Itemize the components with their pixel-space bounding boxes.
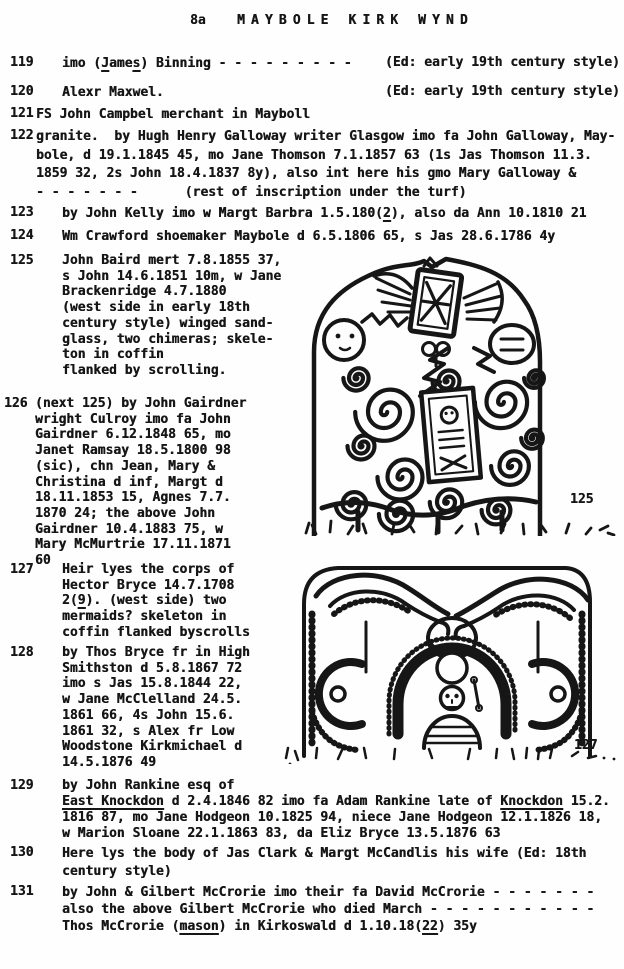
entry-text: granite. by Hugh Henry Galloway writer Glasgow imo fa John Galloway, May- bole, d 19.1.1845 45, mo Jane Thomson 7.1.1857 63 (1s Jas Thomson 11.3. 1859 32, 2s John 18.4.1837 8y), also int here his gmo Mary Galloway & - - - - - - - (rest of inscription under the turf)	[36, 129, 616, 200]
entry-text: Wm Crawford shoemaker Maybole d 6.5.1806 65, s Jas 28.6.1786 4y	[62, 229, 556, 244]
gravestone-127-drawing	[282, 552, 622, 764]
entry-number: 126	[4, 396, 28, 411]
entry-text: (next 125) by John Gairdner wright Culroy imo fa John Gairdner 6.12.1848 65, mo Janet Ramsay 18.5.1800 98 (sic), chn Jean, Mary & Christina d inf, Margt d 18.11.1853 15, Agnes 7.7. 1870 24; the above John Gairdner 10.4.1883 75, w Mary McMurtrie 17.11.1871 60	[35, 396, 247, 569]
figure-label-127: 127	[574, 738, 598, 753]
entry-number: 125	[10, 253, 34, 268]
entry-text: by Thos Bryce fr in High Smithston d 5.8.1867 72 imo s Jas 15.8.1844 22, w Jane McClelland 24.5. 1861 66, 4s John 15.6. 1861 32, s Alex fr Low Woodstone Kirkmichael d 14.5.1876 49	[62, 645, 250, 770]
entry-text: Here lys the body of Jas Clark & Margt McCandlis his wife (Ed: 18th century style)	[62, 846, 587, 879]
entry-text: imo (James) Binning - - - - - - - - -	[62, 56, 352, 71]
entry-text: by John & Gilbert McCrorie imo their fa David McCrorie - - - - - - - also the above Gilbert McCrorie who died March - - - - - - - - - - - Thos McCrorie (mason) in Kirkoswald d 1.10.18(22) 35y	[62, 885, 595, 934]
entry-number: 122	[10, 128, 34, 143]
entry-text: FS John Campbel merchant in Mayboll	[36, 107, 310, 122]
editor-note: (Ed: early 19th century style)	[385, 55, 620, 70]
entry-number: 129	[10, 778, 34, 793]
figure-label-125: 125	[570, 492, 594, 507]
entry-text: John Baird mert 7.8.1855 37, s John 14.6.1851 10m, w Jane Brackenridge 4.7.1880 (west side in early 18th century style) winged sand- glass, two chimeras; skele- ton in coffin flanked by scrolling.	[62, 253, 282, 378]
entry-text: Alexr Maxwel.	[62, 85, 164, 100]
entry-number: 121	[10, 106, 34, 121]
entry-text: Heir lyes the corps of Hector Bryce 14.7.1708 2(9). (west side) two mermaids? skeleton in coffin flanked byscrolls	[62, 562, 250, 640]
entry-number: 131	[10, 884, 34, 899]
entry-number: 123	[10, 205, 34, 220]
entry-number: 124	[10, 228, 34, 243]
page-number: 8a	[190, 13, 206, 28]
page-title: MAYBOLE KIRK WYND	[237, 13, 474, 28]
entry-text: by John Rankine esq of East Knockdon d 2.4.1846 82 imo fa Adam Rankine late of Knockdon 15.2. 1816 87, mo Jane Hodgeon 10.1825 94, niece Jane Hodgeon 12.1.1826 18, w Marion Sloane 22.1.1863 83, da Eliz Bryce 13.5.1876 63	[62, 778, 610, 841]
entry-number: 130	[10, 845, 34, 860]
entry-number: 128	[10, 645, 34, 660]
entry-number: 120	[10, 84, 34, 99]
entry-text: by John Kelly imo w Margt Barbra 1.5.180(2), also da Ann 10.1810 21	[62, 206, 587, 221]
entry-number: 119	[10, 55, 34, 70]
editor-note: (Ed: early 19th century style)	[385, 84, 620, 99]
entry-number: 127	[10, 562, 34, 577]
